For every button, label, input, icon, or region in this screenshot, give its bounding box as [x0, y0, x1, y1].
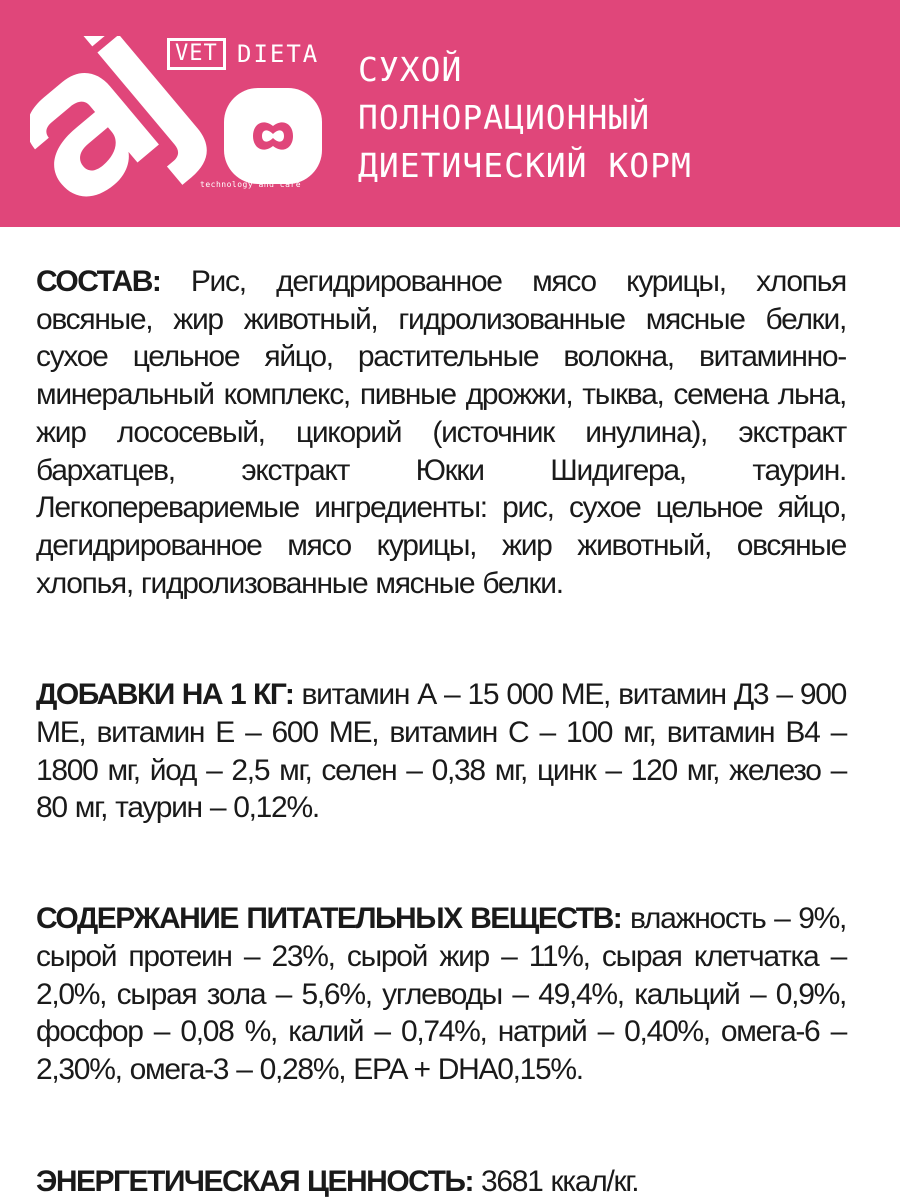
nutrients-text: влажность – 9%, сырой протеин – 23%, сырой жир – 11%, сырая клетчатка – 2,0%, сырая зола – 5,6%, углеводы – 49,4%, кальций – 0,9%, фосфор – 0,08 %, калий – 0,74%, натрий – 0,40%, омега-6 – 2,30%, омега-3 – 0,28%, EPA + DHA0,15%. — [36, 902, 846, 1086]
energy-label: ЭНЕРГЕТИЧЕСКАЯ ЦЕННОСТЬ: — [36, 1164, 473, 1198]
nutrients-section — [36, 900, 846, 1089]
logo-tagline: technology and care — [200, 180, 302, 189]
additives-text: витамин А – 15 000 МЕ, витамин Д3 – 900 МЕ, витамин Е – 600 МЕ, витамин С – 100 мг, витамин В4 – 1800 мг, йод – 2,5 мг, селен – 0,38 мг, цинк – 120 мг, железо – 80 мг, таурин – 0,12%. — [36, 678, 846, 825]
title-line-2: ПОЛНОРАЦИОННЫЙ — [358, 98, 651, 137]
additives-section — [36, 676, 846, 827]
title-line-1: СУХОЙ — [358, 50, 463, 89]
nutrients-label: СОДЕРЖАНИЕ ПИТАТЕЛЬНЫХ ВЕЩЕСТВ: — [36, 902, 622, 936]
title-line-3: ДИЕТИЧЕСКИЙ КОРМ — [358, 146, 692, 185]
energy-section — [36, 1163, 846, 1200]
product-info — [36, 263, 846, 1200]
brand-logo — [30, 36, 330, 208]
composition-text: Рис, дегидрированное мясо курицы, хлопья овсяные, жир животный, гидролизованные мясные белки, сухое цельное яйцо, растительные волокна, витаминно-минеральный комплекс, пивные дрожжи, тыква, семена льна, жир лососевый, цикорий (источник инулина), экстракт бархатцев, экстракт Юкки Шидигера, таурин. Легкоперевариемые ингредиенты: рис, сухое цельное яйцо, дегидрированное мясо курицы, жир животный, овсяные хлопья, гидролизованные мясные белки. — [36, 265, 846, 600]
composition-label: СОСТАВ: — [36, 265, 161, 298]
composition-section — [36, 263, 846, 602]
product-title — [358, 46, 692, 190]
energy-text: 3681 ккал/кг. — [472, 1164, 639, 1198]
vet-label: VET — [167, 38, 226, 70]
header-banner — [0, 0, 900, 227]
additives-label: ДОБАВКИ НА 1 КГ: — [36, 678, 294, 712]
dieta-label: DIETA — [237, 40, 320, 68]
